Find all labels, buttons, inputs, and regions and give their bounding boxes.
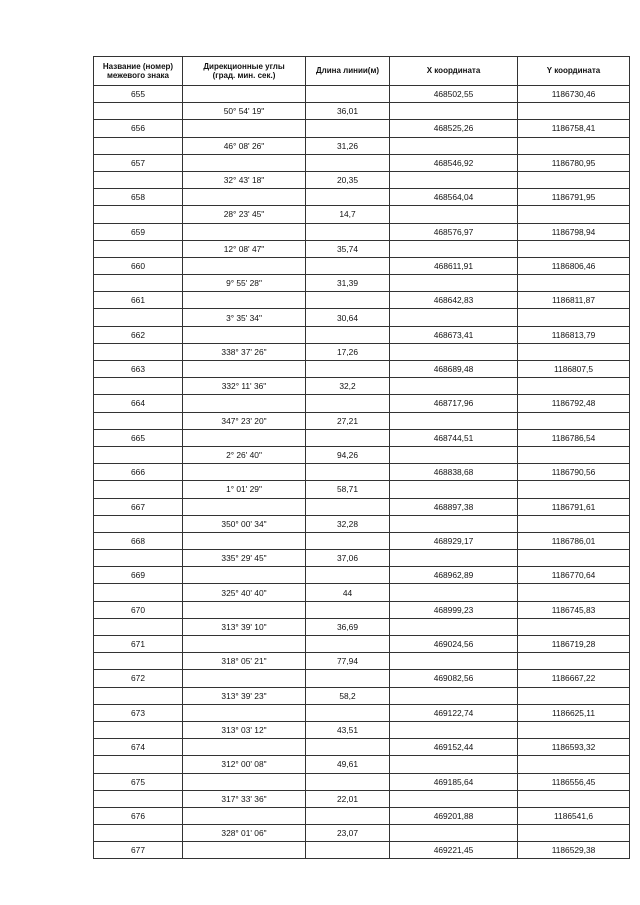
point-name: 658: [94, 189, 183, 206]
length-cell-empty: [306, 361, 390, 378]
y-cell-empty: [518, 103, 630, 120]
x-cell-empty: [390, 618, 518, 635]
angle-cell-empty: [183, 807, 306, 824]
y-cell-empty: [518, 171, 630, 188]
point-name: 666: [94, 464, 183, 481]
directional-angle: 313° 03' 12": [183, 721, 306, 738]
name-cell-empty: [94, 721, 183, 738]
angle-cell-empty: [183, 223, 306, 240]
length-cell-empty: [306, 532, 390, 549]
point-row: [94, 670, 630, 687]
line-length: 20,35: [306, 171, 390, 188]
point-row: [94, 326, 630, 343]
segment-row: [94, 515, 630, 532]
name-cell-empty: [94, 378, 183, 395]
point-name: 661: [94, 292, 183, 309]
angle-cell-empty: [183, 670, 306, 687]
directional-angle: 335° 29' 45": [183, 550, 306, 567]
y-cell-empty: [518, 825, 630, 842]
x-coordinate: 468838,68: [390, 464, 518, 481]
x-coordinate: 468929,17: [390, 532, 518, 549]
directional-angle: 32° 43' 18": [183, 171, 306, 188]
point-name: 676: [94, 807, 183, 824]
line-length: 31,26: [306, 137, 390, 154]
table-header-row: [94, 57, 630, 86]
name-cell-empty: [94, 618, 183, 635]
point-row: [94, 532, 630, 549]
y-coordinate: 1186593,32: [518, 739, 630, 756]
segment-row: [94, 137, 630, 154]
line-length: 49,61: [306, 756, 390, 773]
angle-cell-empty: [183, 326, 306, 343]
x-coordinate: 468576,97: [390, 223, 518, 240]
directional-angle: 313° 39' 10": [183, 618, 306, 635]
y-cell-empty: [518, 343, 630, 360]
x-coordinate: 469185,64: [390, 773, 518, 790]
line-length: 36,69: [306, 618, 390, 635]
angle-cell-empty: [183, 704, 306, 721]
y-cell-empty: [518, 378, 630, 395]
length-cell-empty: [306, 395, 390, 412]
length-cell-empty: [306, 773, 390, 790]
x-coordinate: 468689,48: [390, 361, 518, 378]
angle-cell-empty: [183, 773, 306, 790]
point-row: [94, 739, 630, 756]
y-cell-empty: [518, 481, 630, 498]
angle-cell-empty: [183, 86, 306, 103]
directional-angle: 332° 11' 36": [183, 378, 306, 395]
angle-cell-empty: [183, 567, 306, 584]
directional-angle: 28° 23' 45": [183, 206, 306, 223]
point-name: 659: [94, 223, 183, 240]
angle-cell-empty: [183, 636, 306, 653]
line-length: 94,26: [306, 446, 390, 463]
point-row: [94, 567, 630, 584]
x-coordinate: 468611,91: [390, 257, 518, 274]
header-name: [94, 57, 183, 86]
point-name: 667: [94, 498, 183, 515]
x-cell-empty: [390, 721, 518, 738]
x-cell-empty: [390, 171, 518, 188]
segment-row: [94, 790, 630, 807]
line-length: 14,7: [306, 206, 390, 223]
length-cell-empty: [306, 223, 390, 240]
x-coordinate: 468897,38: [390, 498, 518, 515]
point-name: 675: [94, 773, 183, 790]
header-y: Y координата: [518, 57, 630, 86]
y-coordinate: 1186780,95: [518, 154, 630, 171]
line-length: 77,94: [306, 653, 390, 670]
line-length: 27,21: [306, 412, 390, 429]
directional-angle: 318° 05' 21": [183, 653, 306, 670]
x-coordinate: 469152,44: [390, 739, 518, 756]
y-coordinate: 1186791,61: [518, 498, 630, 515]
directional-angle: 1° 01' 29": [183, 481, 306, 498]
angle-cell-empty: [183, 257, 306, 274]
name-cell-empty: [94, 825, 183, 842]
point-row: [94, 223, 630, 240]
y-coordinate: 1186786,54: [518, 429, 630, 446]
length-cell-empty: [306, 807, 390, 824]
y-coordinate: 1186556,45: [518, 773, 630, 790]
segment-row: [94, 309, 630, 326]
segment-row: [94, 481, 630, 498]
x-cell-empty: [390, 206, 518, 223]
name-cell-empty: [94, 653, 183, 670]
y-cell-empty: [518, 137, 630, 154]
name-cell-empty: [94, 790, 183, 807]
header-angles: [183, 57, 306, 86]
x-coordinate: 468999,23: [390, 601, 518, 618]
point-row: [94, 636, 630, 653]
point-name: 655: [94, 86, 183, 103]
point-name: 672: [94, 670, 183, 687]
y-coordinate: 1186541,6: [518, 807, 630, 824]
line-length: 44: [306, 584, 390, 601]
point-name: 657: [94, 154, 183, 171]
y-cell-empty: [518, 206, 630, 223]
point-name: 656: [94, 120, 183, 137]
point-name: 663: [94, 361, 183, 378]
y-cell-empty: [518, 756, 630, 773]
x-cell-empty: [390, 550, 518, 567]
y-coordinate: 1186625,11: [518, 704, 630, 721]
y-cell-empty: [518, 687, 630, 704]
length-cell-empty: [306, 86, 390, 103]
name-cell-empty: [94, 756, 183, 773]
x-cell-empty: [390, 825, 518, 842]
point-name: 665: [94, 429, 183, 446]
segment-row: [94, 275, 630, 292]
name-cell-empty: [94, 412, 183, 429]
point-row: [94, 257, 630, 274]
y-cell-empty: [518, 515, 630, 532]
directional-angle: 2° 26' 40": [183, 446, 306, 463]
angle-cell-empty: [183, 120, 306, 137]
coordinates-table: [93, 56, 630, 859]
x-coordinate: 469221,45: [390, 842, 518, 859]
length-cell-empty: [306, 601, 390, 618]
header-angles-line1: Дирекционные углы: [203, 61, 285, 71]
angle-cell-empty: [183, 189, 306, 206]
point-name: 660: [94, 257, 183, 274]
y-coordinate: 1186806,46: [518, 257, 630, 274]
x-coordinate: 468744,51: [390, 429, 518, 446]
directional-angle: 50° 54' 19": [183, 103, 306, 120]
x-cell-empty: [390, 790, 518, 807]
point-row: [94, 807, 630, 824]
name-cell-empty: [94, 550, 183, 567]
line-length: 23,07: [306, 825, 390, 842]
y-cell-empty: [518, 275, 630, 292]
header-angles-line2: (град. мин. сек.): [212, 71, 276, 80]
y-coordinate: 1186807,5: [518, 361, 630, 378]
angle-cell-empty: [183, 601, 306, 618]
length-cell-empty: [306, 326, 390, 343]
length-cell-empty: [306, 704, 390, 721]
length-cell-empty: [306, 636, 390, 653]
x-coordinate: 468717,96: [390, 395, 518, 412]
segment-row: [94, 171, 630, 188]
directional-angle: 338° 37' 26": [183, 343, 306, 360]
name-cell-empty: [94, 240, 183, 257]
y-coordinate: 1186811,87: [518, 292, 630, 309]
length-cell-empty: [306, 154, 390, 171]
point-row: [94, 773, 630, 790]
x-cell-empty: [390, 481, 518, 498]
point-name: 662: [94, 326, 183, 343]
x-cell-empty: [390, 653, 518, 670]
point-row: [94, 704, 630, 721]
line-length: 43,51: [306, 721, 390, 738]
line-length: 32,28: [306, 515, 390, 532]
angle-cell-empty: [183, 842, 306, 859]
line-length: 58,2: [306, 687, 390, 704]
header-length: Длина линии(м): [306, 57, 390, 86]
angle-cell-empty: [183, 154, 306, 171]
point-name: 668: [94, 532, 183, 549]
y-coordinate: 1186758,41: [518, 120, 630, 137]
length-cell-empty: [306, 464, 390, 481]
y-cell-empty: [518, 721, 630, 738]
directional-angle: 312° 00' 08": [183, 756, 306, 773]
y-coordinate: 1186813,79: [518, 326, 630, 343]
segment-row: [94, 550, 630, 567]
y-cell-empty: [518, 446, 630, 463]
length-cell-empty: [306, 292, 390, 309]
length-cell-empty: [306, 498, 390, 515]
x-coordinate: 469082,56: [390, 670, 518, 687]
length-cell-empty: [306, 670, 390, 687]
y-coordinate: 1186667,22: [518, 670, 630, 687]
name-cell-empty: [94, 343, 183, 360]
length-cell-empty: [306, 120, 390, 137]
y-coordinate: 1186730,46: [518, 86, 630, 103]
angle-cell-empty: [183, 429, 306, 446]
directional-angle: 325° 40' 40": [183, 584, 306, 601]
directional-angle: 3° 35' 34": [183, 309, 306, 326]
name-cell-empty: [94, 103, 183, 120]
segment-row: [94, 206, 630, 223]
x-cell-empty: [390, 412, 518, 429]
name-cell-empty: [94, 206, 183, 223]
segment-row: [94, 825, 630, 842]
line-length: 30,64: [306, 309, 390, 326]
y-cell-empty: [518, 309, 630, 326]
y-cell-empty: [518, 550, 630, 567]
segment-row: [94, 240, 630, 257]
x-cell-empty: [390, 446, 518, 463]
point-row: [94, 498, 630, 515]
x-cell-empty: [390, 584, 518, 601]
segment-row: [94, 653, 630, 670]
point-name: 677: [94, 842, 183, 859]
name-cell-empty: [94, 481, 183, 498]
directional-angle: 328° 01' 06": [183, 825, 306, 842]
angle-cell-empty: [183, 739, 306, 756]
directional-angle: 9° 55' 28": [183, 275, 306, 292]
segment-row: [94, 687, 630, 704]
line-length: 36,01: [306, 103, 390, 120]
line-length: 31,39: [306, 275, 390, 292]
point-name: 669: [94, 567, 183, 584]
y-cell-empty: [518, 618, 630, 635]
y-coordinate: 1186790,56: [518, 464, 630, 481]
y-coordinate: 1186791,95: [518, 189, 630, 206]
length-cell-empty: [306, 189, 390, 206]
segment-row: [94, 721, 630, 738]
y-coordinate: 1186770,64: [518, 567, 630, 584]
angle-cell-empty: [183, 292, 306, 309]
x-cell-empty: [390, 240, 518, 257]
point-row: [94, 601, 630, 618]
angle-cell-empty: [183, 361, 306, 378]
x-coordinate: 468642,83: [390, 292, 518, 309]
x-cell-empty: [390, 275, 518, 292]
line-length: 35,74: [306, 240, 390, 257]
name-cell-empty: [94, 515, 183, 532]
x-coordinate: 468525,26: [390, 120, 518, 137]
point-row: [94, 361, 630, 378]
table-body: [94, 86, 630, 859]
x-cell-empty: [390, 137, 518, 154]
y-cell-empty: [518, 584, 630, 601]
y-cell-empty: [518, 240, 630, 257]
name-cell-empty: [94, 275, 183, 292]
segment-row: [94, 618, 630, 635]
directional-angle: 12° 08' 47": [183, 240, 306, 257]
line-length: 17,26: [306, 343, 390, 360]
point-row: [94, 120, 630, 137]
x-cell-empty: [390, 309, 518, 326]
length-cell-empty: [306, 429, 390, 446]
length-cell-empty: [306, 739, 390, 756]
point-name: 673: [94, 704, 183, 721]
point-row: [94, 154, 630, 171]
x-cell-empty: [390, 515, 518, 532]
y-cell-empty: [518, 790, 630, 807]
point-name: 664: [94, 395, 183, 412]
x-cell-empty: [390, 343, 518, 360]
point-row: [94, 292, 630, 309]
point-name: 670: [94, 601, 183, 618]
name-cell-empty: [94, 584, 183, 601]
length-cell-empty: [306, 842, 390, 859]
name-cell-empty: [94, 446, 183, 463]
point-row: [94, 429, 630, 446]
point-row: [94, 464, 630, 481]
segment-row: [94, 378, 630, 395]
directional-angle: 317° 33' 36": [183, 790, 306, 807]
x-coordinate: 469122,74: [390, 704, 518, 721]
point-row: [94, 189, 630, 206]
y-coordinate: 1186529,38: [518, 842, 630, 859]
x-coordinate: 469024,56: [390, 636, 518, 653]
angle-cell-empty: [183, 498, 306, 515]
point-name: 671: [94, 636, 183, 653]
y-cell-empty: [518, 412, 630, 429]
directional-angle: 347° 23' 20": [183, 412, 306, 429]
point-name: 674: [94, 739, 183, 756]
name-cell-empty: [94, 171, 183, 188]
line-length: 32,2: [306, 378, 390, 395]
angle-cell-empty: [183, 395, 306, 412]
x-coordinate: 468546,92: [390, 154, 518, 171]
line-length: 22,01: [306, 790, 390, 807]
point-row: [94, 395, 630, 412]
header-name-line1: Название (номер): [102, 61, 174, 71]
x-cell-empty: [390, 687, 518, 704]
name-cell-empty: [94, 137, 183, 154]
length-cell-empty: [306, 567, 390, 584]
segment-row: [94, 446, 630, 463]
y-coordinate: 1186798,94: [518, 223, 630, 240]
y-coordinate: 1186719,28: [518, 636, 630, 653]
y-coordinate: 1186786,01: [518, 532, 630, 549]
length-cell-empty: [306, 257, 390, 274]
header-name-line2: межевого знака: [106, 71, 170, 80]
x-cell-empty: [390, 756, 518, 773]
angle-cell-empty: [183, 532, 306, 549]
line-length: 37,06: [306, 550, 390, 567]
point-row: [94, 842, 630, 859]
x-coordinate: 468502,55: [390, 86, 518, 103]
x-cell-empty: [390, 103, 518, 120]
segment-row: [94, 412, 630, 429]
name-cell-empty: [94, 309, 183, 326]
directional-angle: 313° 39' 23": [183, 687, 306, 704]
x-coordinate: 468673,41: [390, 326, 518, 343]
segment-row: [94, 343, 630, 360]
x-coordinate: 468564,04: [390, 189, 518, 206]
x-coordinate: 468962,89: [390, 567, 518, 584]
x-cell-empty: [390, 378, 518, 395]
directional-angle: 46° 08' 26": [183, 137, 306, 154]
angle-cell-empty: [183, 464, 306, 481]
line-length: 58,71: [306, 481, 390, 498]
y-coordinate: 1186792,48: [518, 395, 630, 412]
y-coordinate: 1186745,83: [518, 601, 630, 618]
point-row: [94, 86, 630, 103]
y-cell-empty: [518, 653, 630, 670]
header-x: X координата: [390, 57, 518, 86]
name-cell-empty: [94, 687, 183, 704]
directional-angle: 350° 00' 34": [183, 515, 306, 532]
segment-row: [94, 756, 630, 773]
segment-row: [94, 103, 630, 120]
segment-row: [94, 584, 630, 601]
x-coordinate: 469201,88: [390, 807, 518, 824]
